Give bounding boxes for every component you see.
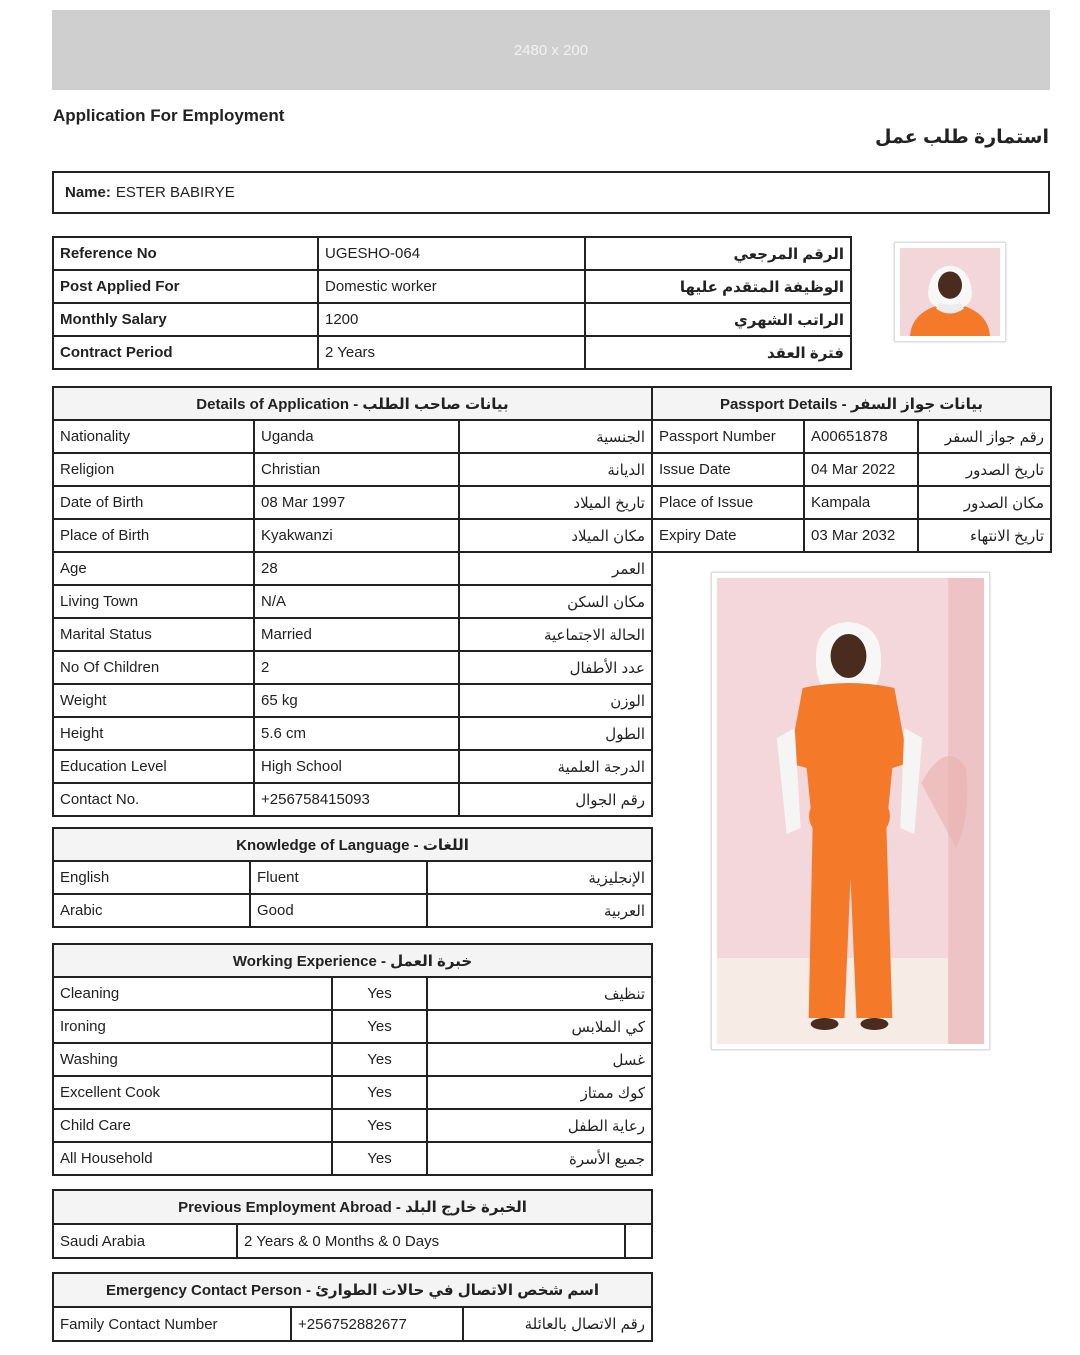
detail-arabic: الطول: [459, 717, 652, 750]
experience-value: Yes: [332, 1076, 427, 1109]
reference-value: 2 Years: [318, 336, 585, 369]
table-row: [53, 977, 652, 1010]
table-row: [53, 1010, 652, 1043]
table-row: [53, 1076, 652, 1109]
detail-value: Kyakwanzi: [254, 519, 459, 552]
previous-duration: 2 Years & 0 Months & 0 Days: [237, 1224, 625, 1258]
table-row: [652, 486, 1051, 519]
language-level: Fluent: [250, 861, 427, 894]
name-label: Name:: [65, 184, 111, 201]
reference-label: Contract Period: [53, 336, 318, 369]
table-row: [53, 750, 652, 783]
reference-value: Domestic worker: [318, 270, 585, 303]
detail-label: No Of Children: [53, 651, 254, 684]
passport-arabic: تاريخ الصدور: [918, 453, 1051, 486]
reference-arabic: الراتب الشهري: [585, 303, 851, 336]
detail-arabic: رقم الجوال: [459, 783, 652, 816]
portrait-image: [900, 248, 1000, 336]
experience-table: [52, 943, 653, 1176]
emergency-arabic: رقم الاتصال بالعائلة: [463, 1307, 652, 1341]
passport-arabic: مكان الصدور: [918, 486, 1051, 519]
reference-label: Monthly Salary: [53, 303, 318, 336]
reference-label: Reference No: [53, 237, 318, 270]
detail-arabic: العمر: [459, 552, 652, 585]
language-table: [52, 827, 653, 928]
detail-label: Nationality: [53, 420, 254, 453]
detail-label: Religion: [53, 453, 254, 486]
page-title: Application For Employment: [53, 106, 285, 125]
page-title-arabic: استمارة طلب عمل: [875, 127, 1049, 148]
language-label: Arabic: [53, 894, 250, 927]
experience-arabic: تنظيف: [427, 977, 652, 1010]
table-row: [53, 303, 851, 336]
table-row: [53, 684, 652, 717]
detail-label: Contact No.: [53, 783, 254, 816]
passport-value: 03 Mar 2032: [804, 519, 918, 552]
reference-value: 1200: [318, 303, 585, 336]
previous-country: Saudi Arabia: [53, 1224, 237, 1258]
table-row: [53, 237, 851, 270]
experience-label: All Household: [53, 1142, 332, 1175]
experience-arabic: كي الملابس: [427, 1010, 652, 1043]
table-row: [53, 585, 652, 618]
detail-value: 08 Mar 1997: [254, 486, 459, 519]
table-row: [53, 618, 652, 651]
passport-label: Place of Issue: [652, 486, 804, 519]
table-row: [53, 519, 652, 552]
table-row: [53, 1224, 652, 1258]
experience-label: Washing: [53, 1043, 332, 1076]
table-row: [53, 1109, 652, 1142]
detail-value: Christian: [254, 453, 459, 486]
emergency-label: Family Contact Number: [53, 1307, 291, 1341]
reference-arabic: الوظيفة المتقدم عليها: [585, 270, 851, 303]
language-level: Good: [250, 894, 427, 927]
detail-value: 5.6 cm: [254, 717, 459, 750]
table-row: [53, 336, 851, 369]
experience-heading: Working Experience - خبرة العمل: [53, 944, 652, 977]
table-row: [53, 1307, 652, 1341]
experience-value: Yes: [332, 977, 427, 1010]
language-label: English: [53, 861, 250, 894]
table-row: [53, 486, 652, 519]
details-heading: Details of Application - بيانات صاحب الطلب: [53, 387, 652, 420]
experience-arabic: رعاية الطفل: [427, 1109, 652, 1142]
experience-label: Ironing: [53, 1010, 332, 1043]
previous-empty-cell: [625, 1224, 652, 1258]
detail-label: Marital Status: [53, 618, 254, 651]
portrait-photo: [894, 242, 1006, 342]
reference-value: UGESHO-064: [318, 237, 585, 270]
table-row: [53, 420, 652, 453]
table-row: [53, 894, 652, 927]
detail-arabic: الوزن: [459, 684, 652, 717]
banner-placeholder: [52, 10, 1050, 90]
table-row: [53, 270, 851, 303]
detail-label: Place of Birth: [53, 519, 254, 552]
passport-value: A00651878: [804, 420, 918, 453]
previous-employment-table: [52, 1189, 653, 1259]
passport-arabic: رقم جواز السفر: [918, 420, 1051, 453]
emergency-heading: Emergency Contact Person - اسم شخص الاتصال في حالات الطوارئ: [53, 1273, 652, 1307]
passport-label: Passport Number: [652, 420, 804, 453]
experience-value: Yes: [332, 1043, 427, 1076]
detail-value: +256758415093: [254, 783, 459, 816]
reference-label: Post Applied For: [53, 270, 318, 303]
full-body-image: [717, 578, 984, 1044]
passport-arabic: تاريخ الانتهاء: [918, 519, 1051, 552]
passport-heading: Passport Details - بيانات جواز السفر: [652, 387, 1051, 420]
language-heading: Knowledge of Language - اللغات: [53, 828, 652, 861]
detail-arabic: مكان الميلاد: [459, 519, 652, 552]
reference-arabic: الرقم المرجعي: [585, 237, 851, 270]
table-row: [53, 453, 652, 486]
banner-text: 2480 x 200: [513, 41, 589, 59]
reference-table: [52, 236, 852, 370]
detail-arabic: الجنسية: [459, 420, 652, 453]
detail-value: N/A: [254, 585, 459, 618]
detail-value: 28: [254, 552, 459, 585]
experience-label: Excellent Cook: [53, 1076, 332, 1109]
table-row: [652, 519, 1051, 552]
experience-arabic: غسل: [427, 1043, 652, 1076]
detail-value: High School: [254, 750, 459, 783]
emergency-contact-table: [52, 1272, 653, 1342]
details-table: [52, 386, 653, 817]
table-row: [53, 783, 652, 816]
detail-arabic: تاريخ الميلاد: [459, 486, 652, 519]
passport-label: Expiry Date: [652, 519, 804, 552]
passport-value: Kampala: [804, 486, 918, 519]
previous-heading: Previous Employment Abroad - الخبرة خارج البلد: [53, 1190, 652, 1224]
detail-arabic: الدرجة العلمية: [459, 750, 652, 783]
name-value: ESTER BABIRYE: [115, 184, 235, 201]
reference-arabic: فترة العقد: [585, 336, 851, 369]
full-body-photo: [711, 572, 990, 1050]
experience-label: Cleaning: [53, 977, 332, 1010]
detail-label: Education Level: [53, 750, 254, 783]
experience-value: Yes: [332, 1010, 427, 1043]
experience-label: Child Care: [53, 1109, 332, 1142]
detail-value: Married: [254, 618, 459, 651]
experience-arabic: كوك ممتاز: [427, 1076, 652, 1109]
language-arabic: الإنجليزية: [427, 861, 652, 894]
experience-arabic: جميع الأسرة: [427, 1142, 652, 1175]
detail-value: 65 kg: [254, 684, 459, 717]
language-arabic: العربية: [427, 894, 652, 927]
experience-value: Yes: [332, 1109, 427, 1142]
emergency-number: +256752882677: [291, 1307, 463, 1341]
detail-arabic: عدد الأطفال: [459, 651, 652, 684]
table-row: [53, 1043, 652, 1076]
name-box: [52, 171, 1050, 214]
table-row: [53, 1142, 652, 1175]
detail-label: Age: [53, 552, 254, 585]
detail-arabic: الديانة: [459, 453, 652, 486]
detail-arabic: الحالة الاجتماعية: [459, 618, 652, 651]
detail-label: Height: [53, 717, 254, 750]
table-row: [652, 420, 1051, 453]
table-row: [53, 717, 652, 750]
detail-value: 2: [254, 651, 459, 684]
detail-label: Date of Birth: [53, 486, 254, 519]
detail-label: Weight: [53, 684, 254, 717]
table-row: [53, 552, 652, 585]
passport-label: Issue Date: [652, 453, 804, 486]
table-row: [53, 861, 652, 894]
experience-value: Yes: [332, 1142, 427, 1175]
passport-value: 04 Mar 2022: [804, 453, 918, 486]
table-row: [652, 453, 1051, 486]
detail-value: Uganda: [254, 420, 459, 453]
table-row: [53, 651, 652, 684]
detail-label: Living Town: [53, 585, 254, 618]
detail-arabic: مكان السكن: [459, 585, 652, 618]
passport-table: [651, 386, 1052, 553]
